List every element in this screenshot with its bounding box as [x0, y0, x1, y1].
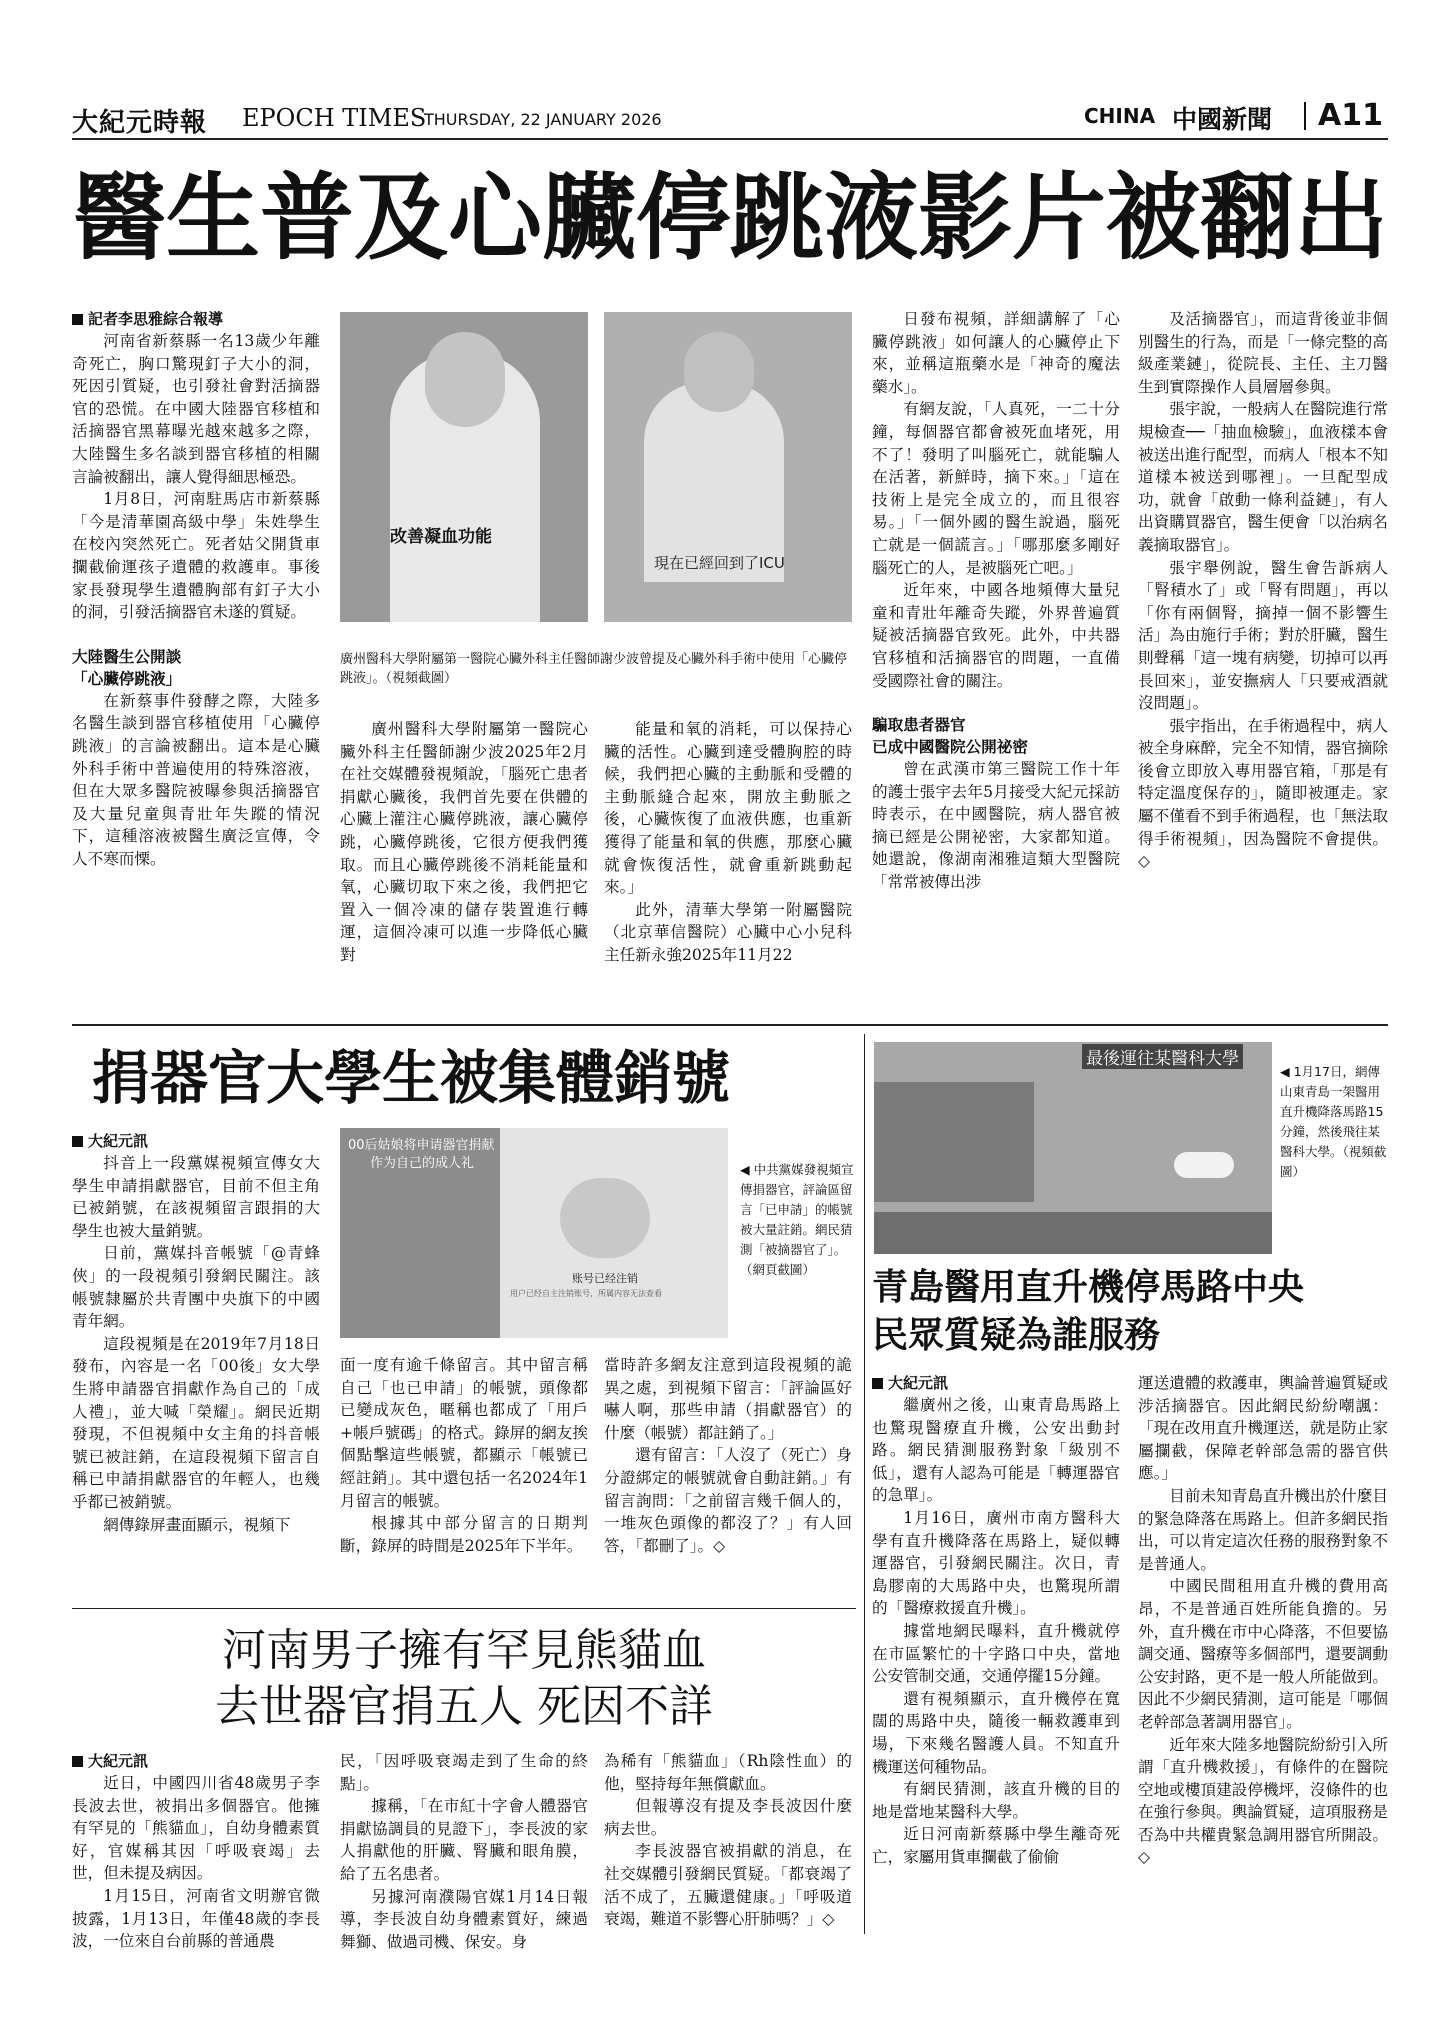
a1-subhead-4: 已成中國醫院公開祕密 [872, 738, 1028, 757]
a3-byline [72, 1750, 320, 1772]
paragraph: 但報導沒有提及李長波因什麼病去世。 [604, 1797, 852, 1838]
a3-headline-2: 去世器官捐五人 死因不詳 [215, 1681, 713, 1732]
paragraph: 近年來大陸多地醫院紛紛引入所謂「直升機救援」，有條件的在醫院空地或樓頂建設停機坪，沒條件的也在強行參與。輿論質疑，這項服務是否為中共權貴緊急調用器官所開設。◇ [1138, 1735, 1388, 1867]
section-en: CHINA [1084, 104, 1156, 128]
page-number: A11 [1318, 98, 1383, 133]
paragraph: 有網友說，「人真死，一二十分鐘，每個器官都會被死血堵死，用不了！發明了叫腦死亡，就能騙人在活著，新鮮時，摘下來。」「這在技術上是完全成立的，而且很容易。」「一個外國的醫生說過，腦死亡就是一個謊言。」「哪那麼多剛好腦死亡的人，是被腦死亡吧。」 [872, 400, 1120, 577]
paragraph: 面一度有逾千條留言。其中留言稱自己「也已申請」的帳號，頭像都已變成灰色，暱稱也都成了「用戶+帳戶號碼」的格式。錄屏的網友挨個點擊這些帳號，都顯示「帳號已經註銷」。其中還包括一名2024年1月留言的帳號。 [340, 1356, 588, 1510]
a1-headline: 醫生普及心臟停跳液影片被翻出 [72, 163, 1389, 273]
a2-caption-text: 中共黨媒發視頻宣傳捐器官，評論區留言「已申請」的帳號被大量註銷。網民猜測「被摘器官了」。（網頁截圖） [740, 1162, 854, 1277]
paragraph: 還有留言：「人沒了（死亡）身分證綁定的帳號就會自動註銷。」有留言詢問：「之前留言幾千個人的，一堆灰色頭像的都沒了？」有人回答，「都刪了」。◇ [604, 1446, 852, 1555]
paragraph: 繼廣州之後，山東青島馬路上也驚現醫療直升機，公安出動封路。網民猜測服務對象「級別不低」，還有人認為可能是「轉運器官的急單」。 [872, 1396, 1120, 1505]
a4-headline-1: 青島醫用直升機停馬路中央 [872, 1267, 1305, 1308]
paragraph: 為稀有「熊貓血」（Rh陰性血）的他，堅持每年無償獻血。 [604, 1752, 852, 1793]
logo-cn: 大紀元時報 [72, 108, 208, 138]
paragraph: 目前未知青島直升機出於什麼目的緊急降落在馬路上。但許多網民指出，可以肯定這次任務的服務對象不是普通人。 [1138, 1486, 1388, 1573]
paragraph: 1月16日，廣州市南方醫科大學有直升機降落在馬路上，疑似轉運器官，引發網民關注。次日，青島膠南的大馬路中央，也驚現所謂的「醫療救援直升機」。 [872, 1508, 1120, 1618]
a4-photo-title: 最後運往某醫科大學 [1082, 1044, 1243, 1069]
a4-photo-road [874, 1212, 1272, 1254]
section-cn: 中國新聞 [1172, 105, 1273, 134]
article-divider [72, 1024, 1388, 1026]
paragraph: 及活摘器官」，而這背後並非個別醫生的行為，而是「一條完整的高級產業鏈」，從院長、主任、主刀醫生到實際操作人員層層參與。 [1138, 310, 1388, 396]
a2-video-screenshot [340, 1128, 728, 1338]
paragraph: 據稱，「在市紅十字會人體器官捐獻協調員的見證下」，李長波的家人捐獻他的肝臟、腎臟和眼角膜，給了五名患者。 [340, 1797, 588, 1883]
paragraph: 1月8日，河南駐馬店市新蔡縣「今是清華園高級中學」朱姓學生在校內突然死亡。死者姑父開貨車攔截偷運孩子遺體的救護車。事後家長發現學生遺體胸部有釘子大小的洞，引發活摘器官未遂的質疑。 [72, 490, 320, 622]
paragraph: 還有視頻顯示，直升機停在寬闊的馬路中央，隨後一輛救護車到場，下來幾名醫護人員。不知直升機運送何種物品。 [872, 1689, 1120, 1776]
paragraph: 張宇舉例說，醫生會告訴病人「腎積水了」或「腎有問題」，再以「你有兩個腎，摘掉一個不影響生活」為由施行手術；對於肝臟，醫生則聲稱「這一塊有病變，切掉可以再長回來」，並安撫病人「只要戒酒就沒問題」。 [1138, 558, 1388, 713]
a1-photo-doctor-2 [604, 312, 852, 622]
a3-byline-text: 大紀元訊 [88, 1752, 149, 1770]
a2-account-deleted-detail: 用户已经自主注销账号，所属内容无法查看 [510, 1289, 662, 1298]
square-bullet-icon [872, 1378, 883, 1389]
a1-subhead-2: 「心臟停跳液」 [72, 669, 182, 688]
article-divider [72, 1608, 856, 1609]
a4-byline [872, 1372, 1120, 1394]
a1-col4 [872, 308, 1120, 894]
paragraph: 運送遺體的救護車，輿論普遍質疑或涉活摘器官。因此網民紛紛嘲諷：「現在改用直升機運送，就是防止家屬攔截，保障老幹部急需的器官供應。」 [1138, 1374, 1388, 1483]
a4-photo-caption [1280, 1062, 1388, 1182]
a1-photo1-caption-text: 改善凝血功能 [390, 527, 492, 547]
paragraph: 在新蔡事件發酵之際，大陸多名醫生談到器官移植使用「心臟停跳液」的言論被翻出。這本是心臟外科手術中普遍使用的特殊溶液，但在大眾多醫院被曝參與活摘器官及大量兒童與青壯年失蹤的情況下，這種溶液被醫生廣泛宣傳，令人不寒而慄。 [72, 691, 320, 868]
a3-headline-1: 河南男子擁有罕見熊貓血 [222, 1625, 706, 1676]
a4-col2 [1138, 1372, 1388, 1869]
a2-headline: 捐器官大學生被集體銷號 [92, 1044, 731, 1112]
a2-video-title: 00后姑娘将申请器官捐献 [348, 1138, 495, 1153]
paragraph: 1月15日，河南省文明辦官微披露，1月13日，年僅48歲的李長波，一位來自台前縣的普通農 [72, 1886, 320, 1951]
a4-photo-building [874, 1082, 1034, 1202]
doctor-head [684, 332, 754, 412]
a1-col3 [604, 718, 852, 967]
a1-col2 [340, 718, 588, 967]
a1-byline-text: 記者李思雅綜合報導 [88, 310, 224, 328]
a4-caption-text: 1月17日，網傳山東青島一架醫用直升機降落馬路15分鐘，然後飛往某醫科大學。（視頻截圖） [1280, 1064, 1387, 1179]
a4-byline-text: 大紀元訊 [888, 1374, 949, 1392]
a2-col2 [340, 1354, 588, 1557]
paragraph: 日發布視頻，詳細講解了「心臟停跳液」如何讓人的心臟停止下來，並稱這瓶藥水是「神奇的魔法藥水」。 [872, 310, 1120, 396]
paragraph: 根據其中部分留言的日期判斷，錄屏的時間是2025年下半年。 [340, 1514, 588, 1555]
a1-photo2-caption-text: 現在已經回到了ICU [654, 554, 785, 572]
paragraph: 中國民間租用直升機的費用高昂，不是普通百姓所能負擔的。另外，直升機在市中心降落，不但要協調交通、醫療等多個部門，還要調動公安封路，更不是一般人所能做到。因此不少網民猜測，這可能是「哪個老幹部急著調用器官」。 [1138, 1577, 1388, 1731]
a2-col1 [72, 1130, 320, 1536]
paragraph: 此外，清華大學第一附屬醫院（北京華信醫院）心臟中心小兒科主任新永強2025年11月22 [604, 900, 852, 964]
paragraph: 這段視頻是在2019年7月18日發布，內容是一名「00後」女大學生將申請器官捐獻作為自己的「成人禮」，並大喊「榮耀」。網民近期發現，不但視頻中女主角的抖音帳號已被註銷，在這段視頻下留言自稱已申請捐獻器官的年輕人，也幾乎都已被銷號。 [72, 1334, 320, 1511]
helicopter-icon [1174, 1152, 1234, 1178]
a4-helicopter-photo [874, 1042, 1272, 1254]
paragraph: 張宇指出，在手術過程中，病人被全身麻醉，完全不知情，器官摘除後會立即放入專用器官箱，「那是有特定溫度保存的」，隨即被運走。家屬不僅看不到手術過程，也「無法取得手術視頻」，因為醫院不會提供。◇ [1138, 716, 1388, 871]
paragraph: 曾在武漢市第三醫院工作十年的護士張宇去年5月接受大紀元採訪時表示，在中國醫院，病人器官被摘已經是公開祕密，大家都知道。她還說，像湖南湘雅這類大型醫院「常常被傳出涉 [872, 760, 1120, 892]
a1-photo-doctor-1 [340, 312, 588, 622]
square-bullet-icon [72, 1136, 83, 1147]
a1-col1 [72, 308, 320, 870]
paragraph: 有網民猜測，該直升機的目的地是當地某醫科大學。 [872, 1780, 1120, 1821]
square-bullet-icon [72, 1756, 83, 1767]
a1-subhead-1: 大陸醫生公開談 [72, 647, 182, 666]
paragraph: 廣州醫科大學附屬第一醫院心臟外科主任醫師謝少波2025年2月在社交媒體發視頻說，「腦死亡患者捐獻心臟後，我們首先要在供體的心臟上灌注心臟停跳液，讓心臟停跳，心臟停跳後，它很方便我們獲取。而且心臟停跳後不消耗能量和氧，心臟切取下來之後，我們把它置入一個冷凍的儲存裝置進行轉運，這個冷凍可以進一步降低心臟對 [340, 720, 588, 964]
a2-photo-caption [740, 1160, 854, 1280]
paragraph: 河南省新蔡縣一名13歲少年離奇死亡，胸口驚現釘子大小的洞，死因引質疑，也引發社會對活摘器官的恐慌。在中國大陸器官移植和活摘器官黑幕曝光越來越多之際，大陸醫生多名談到器官移植的相關言論被翻出，讓人覺得細思極恐。 [72, 332, 320, 486]
logo-en: EPOCH TIMES [242, 104, 427, 132]
paragraph: 近日，中國四川省48歲男子李長波去世，被捐出多個器官。他擁有罕見的「熊貓血」，自幼身體素質好，官媒稱其因「呼吸衰竭」去世，但未提及病因。 [72, 1774, 320, 1883]
a1-subhead-3: 騙取患者器官 [872, 716, 966, 735]
paragraph: 網傳錄屏畫面顯示，視頻下 [103, 1515, 291, 1534]
paragraph: 抖音上一段黨媒視頻宣傳女大學生申請捐獻器官，目前不但主角已被銷號，在該視頻留言跟捐的大學生也被大量銷號。 [72, 1154, 320, 1240]
doctor-head [425, 332, 505, 427]
paragraph: 另據河南濮陽官媒1月14日報導，李長波自幼身體素質好，練過舞獅、做過司機、保安。身 [340, 1887, 588, 1951]
column-divider [864, 1034, 865, 1934]
paragraph: 當時許多網友注意到這段視頻的詭異之處，到視頻下留言：「評論區好嚇人啊，那些申請（捐獻器官）的什麼（帳號）都註銷了。」 [604, 1356, 852, 1442]
a2-byline [72, 1130, 320, 1152]
a3-col1 [72, 1750, 320, 1953]
triangle-left-icon: ◀ [740, 1162, 754, 1177]
triangle-left-icon: ◀ [1280, 1064, 1294, 1079]
a2-video-title-2: 作为自己的成人礼 [370, 1156, 475, 1171]
square-bullet-icon [72, 314, 83, 325]
a2-byline-text: 大紀元訊 [88, 1132, 149, 1150]
paragraph: 能量和氧的消耗，可以保持心臟的活性。心臟到達受體胸腔的時候，我們把心臟的主動脈和受體的主動脈縫合起來，開放主動脈之後，心臟恢復了血液供應，也重新獲得了能量和氧的供應，那麼心臟就會恢復活性，就會重新跳動起來。」 [604, 720, 852, 897]
paragraph: 近年來，中國各地頻傳大量兒童和青壯年離奇失蹤，外界普遍質疑被活摘器官致死。此外，中共器官移植和活摘器官的問題，一直備受國際社會的關注。 [872, 581, 1120, 690]
paragraph: 民，「因呼吸衰竭走到了生命的終點」。 [340, 1752, 588, 1793]
paragraph: 據當地網民曝料，直升機就停在市區繁忙的十字路口中央，當地公安管制交通，交通停擺15分鐘。 [872, 1621, 1120, 1686]
paragraph: 李長波器官被捐獻的消息，在社交媒體引發網民質疑。「都衰竭了活不成了，五臟還健康。」「呼吸道衰竭，難道不影響心肝肺嗎？」◇ [604, 1842, 852, 1929]
a3-col3 [604, 1750, 852, 1931]
issue-date: THURSDAY, 22 JANUARY 2026 [424, 110, 662, 129]
a1-byline [72, 308, 320, 330]
masthead [72, 98, 1388, 138]
paragraph: 近日河南新蔡縣中學生離奇死亡，家屬用貨車攔截了偷偷 [872, 1825, 1120, 1866]
a1-photo-caption: 廣州醫科大學附屬第一醫院心臟外科主任醫師謝少波曾提及心臟外科手術中使用「心臟停跳液」。（視頻截圖） [340, 652, 848, 686]
account-deleted-illustration [560, 1178, 650, 1258]
a1-col5 [1138, 308, 1388, 873]
a3-col2 [340, 1750, 588, 1953]
a4-col1 [872, 1372, 1120, 1868]
a2-account-deleted-label: 账号已经注销 [572, 1272, 638, 1285]
masthead-divider [1304, 102, 1306, 130]
a4-headline-2: 民眾質疑為誰服務 [872, 1315, 1161, 1356]
paragraph: 張宇說，一般病人在醫院進行常規檢查──「抽血檢驗」，血液樣本會被送出進行配型，而病人「根本不知道樣本被送到哪裡」。一旦配型成功，就會「啟動一條利益鏈」，有人出資購買器官，醫生便會「以治病名義摘取器官」。 [1138, 400, 1388, 554]
paragraph: 日前，黨媒抖音帳號「@青蜂俠」的一段視頻引發網民關注。該帳號隸屬於共青團中央旗下的中國青年網。 [72, 1244, 320, 1331]
a2-col3 [604, 1354, 852, 1557]
masthead-rule [72, 138, 1388, 140]
